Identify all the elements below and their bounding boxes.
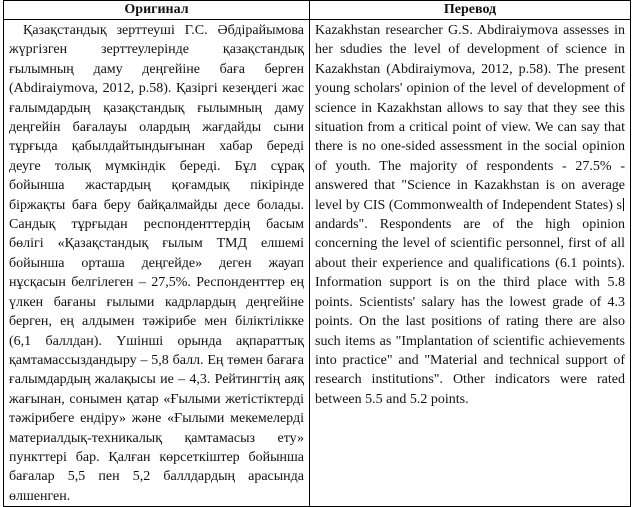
text-cursor [623, 198, 624, 211]
translation-text-after-cursor: andards". Respondents are of the high opinion concerning the level of scientific personnel, first of all about their experience and qualifications (6.1 points). Information support is on the third place with 5.8 points. Scientists' salary has the lowest grade of 4.3 points. On the last positions of rating there are also such items as "Implantation of scientific achievements into practice" and "Material and technical support of research institutions". Other indicators were rated between 5.5 and 5.2 points. [315, 217, 625, 407]
translation-text [315, 21, 625, 409]
original-text-cell[interactable] [4, 20, 310, 507]
translation-text-cell[interactable] [310, 20, 631, 507]
original-text: Қазақстандық зерттеуші Г.С. Әбдірайымова жүргізген зерттеулерінде қазақстандық ғылымның даму деңгейіне баға берген (Abdiraiymova, 2012, p.58). Қазіргі кезеңдегі жас ғалымдардың қазақстандық ғылымның даму деңгейін бағалауы олардың жағдайды сыни тұрғыда қабылдайтындығынан хабар береді деуге толық мүмкіндік береді. Бұл сұрақ бойынша жастардың қоғамдық пікірінде біржақты баға беру байқалмайды десе болады. Сандық тұрғыдан респонденттердің басым бөлігі «Қазақстандық ғылым ТМД елшемі бойынша орташа деңгейде» деген жауап нұсқасын белгілеген – 27,5%. Респонденттер ең үлкен бағаны ғылыми кадрлардың деңгейіне берген, ең алдымен тәжірибе мен біліктілікке (6,1 баллдан). Үшінші орында ақпараттық қамтамассыздандыру – 5,8 балл. Ең төмен бағаға ғалымдардың жалақысы ие – 4,3. Рейтингтің аяқ жағынан, сонымен қатар «Ғылыми жетістіктерді тәжірибеге ендіру» және «Ғылыми мекемелерді материалдық-техникалық қамтамасыз ету» пункттері бар. Қалған көрсеткіштер бойынша бағалар 5,5 пен 5,2 баллдардың арасында өлшенген. [9, 23, 304, 504]
table-row [4, 20, 631, 507]
header-original: Оригинал [4, 1, 310, 20]
header-translation: Перевод [310, 1, 631, 20]
header-row [4, 1, 631, 20]
translation-text-before-cursor: Kazakhstan researcher G.S. Abdiraiymova assesses in her sdudies the level of development of science in Kazakhstan (Abdiraiymova, 2012, p.58). The present young scholars' opinion of the level of development of science in Kazakhstan allows to say that they see this situation from a critical point of view. We can say that there is no one-sided assessment in the social opinion of youth. The majority of respondents - 27.5% - answered that "Science in Kazakhstan is on average level by CIS (Commonwealth of Independent States) s [315, 23, 625, 213]
translation-table [3, 0, 631, 507]
